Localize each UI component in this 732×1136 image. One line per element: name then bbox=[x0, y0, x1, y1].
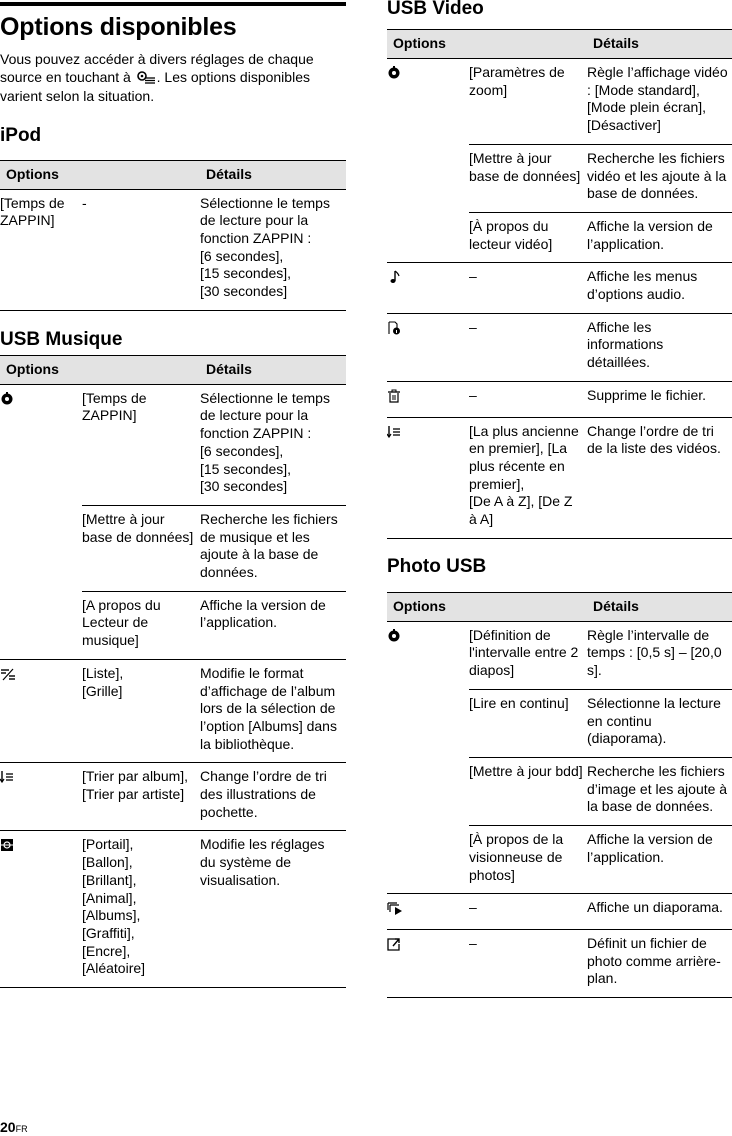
option-value: – bbox=[469, 313, 587, 381]
option-icon-cell bbox=[0, 763, 82, 831]
section-title-usb-video: USB Video bbox=[387, 0, 484, 19]
section-title-ipod: iPod bbox=[0, 124, 42, 146]
option-icon-cell bbox=[0, 831, 82, 988]
info-icon bbox=[387, 321, 401, 335]
left-column bbox=[0, 0, 346, 988]
right-column bbox=[387, 0, 732, 998]
visualizer-icon bbox=[0, 838, 14, 852]
option-value: – bbox=[469, 381, 587, 417]
table-row bbox=[0, 189, 346, 310]
header-options: Options bbox=[0, 355, 200, 384]
section-title-usb-photo: Photo USB bbox=[387, 555, 487, 577]
table-row bbox=[387, 59, 732, 145]
header-options: Options bbox=[0, 160, 200, 189]
option-value: - bbox=[82, 189, 200, 310]
table-header bbox=[0, 355, 346, 384]
option-value: [Lire en continu] bbox=[469, 689, 587, 757]
intro-after: . Les options disponibles varient selon la situation. bbox=[0, 68, 310, 104]
music-note-icon bbox=[387, 270, 401, 284]
options-menu-icon bbox=[136, 70, 156, 89]
option-value: [Paramètres de zoom] bbox=[469, 59, 587, 145]
page-number-value: 20 bbox=[0, 1119, 16, 1135]
sort-icon bbox=[0, 770, 14, 784]
table-row bbox=[387, 381, 732, 417]
option-detail: Affiche la version de l’application. bbox=[587, 826, 732, 894]
table-row bbox=[387, 621, 732, 689]
option-detail: Règle l’intervalle de temps : [0,5 s] – [20,0 s]. bbox=[587, 621, 732, 689]
table-header bbox=[387, 592, 732, 621]
usb-video-table bbox=[387, 29, 732, 539]
table-header bbox=[0, 160, 346, 189]
slideshow-icon bbox=[387, 901, 401, 915]
header-details: Détails bbox=[587, 592, 732, 621]
table-row bbox=[387, 894, 732, 930]
option-icon-cell bbox=[387, 263, 469, 313]
option-detail: Modifie le format d’affichage de l’album lors de la sélection de l’option [Albums] dans la bibliothèque. bbox=[200, 659, 346, 763]
header-details: Détails bbox=[200, 355, 346, 384]
intro-text bbox=[0, 51, 346, 106]
section-title-usb-music: USB Musique bbox=[0, 328, 123, 350]
option-detail: Change l’ordre de tri de la liste des vidéos. bbox=[587, 417, 732, 538]
option-value: [A propos du Lecteur de musique] bbox=[82, 591, 200, 659]
option-detail: Recherche les fichiers d’image et les ajoute à la base de données. bbox=[587, 757, 732, 825]
header-options: Options bbox=[387, 592, 587, 621]
option-value: – bbox=[469, 929, 587, 997]
option-detail: Modifie les réglages du système de visualisation. bbox=[200, 831, 346, 988]
trash-icon bbox=[387, 389, 401, 403]
option-detail: Sélectionne le temps de lecture pour la fonction ZAPPIN : [6 secondes], [15 secondes], [30 secondes] bbox=[200, 384, 346, 505]
header-options: Options bbox=[387, 30, 587, 59]
wallpaper-icon bbox=[387, 937, 401, 951]
view-format-icon bbox=[0, 667, 14, 681]
option-value: [À propos du lecteur vidéo] bbox=[469, 212, 587, 262]
header-details: Détails bbox=[200, 160, 346, 189]
sort-icon bbox=[387, 425, 401, 439]
option-icon-cell bbox=[387, 929, 469, 997]
option-detail: Affiche les menus d’options audio. bbox=[587, 263, 732, 313]
option-name: [Temps de ZAPPIN] bbox=[0, 189, 82, 310]
option-detail: Sélectionne le temps de lecture pour la fonction ZAPPIN : [6 secondes], [15 secondes], [30 secondes] bbox=[200, 189, 346, 310]
option-value: [Liste], [Grille] bbox=[82, 659, 200, 763]
option-detail: Affiche la version de l’application. bbox=[200, 591, 346, 659]
option-detail: Sélectionne la lecture en continu (diaporama). bbox=[587, 689, 732, 757]
option-icon-cell bbox=[0, 659, 82, 763]
settings-icon bbox=[387, 66, 401, 80]
option-value: [La plus ancienne en premier], [La plus récente en premier], [De A à Z], [De Z à A] bbox=[469, 417, 587, 538]
option-icon-cell bbox=[387, 59, 469, 263]
option-value: [Temps de ZAPPIN] bbox=[82, 384, 200, 505]
option-detail: Affiche les informations détaillées. bbox=[587, 313, 732, 381]
usb-music-table bbox=[0, 355, 346, 988]
option-value: [Mettre à jour base de données] bbox=[82, 505, 200, 591]
option-icon-cell bbox=[387, 381, 469, 417]
option-icon-cell bbox=[387, 417, 469, 538]
option-detail: Recherche les fichiers de musique et les ajoute à la base de données. bbox=[200, 505, 346, 591]
table-row bbox=[387, 417, 732, 538]
settings-icon bbox=[387, 629, 401, 643]
option-value: [Trier par album], [Trier par artiste] bbox=[82, 763, 200, 831]
page-title: Options disponibles bbox=[0, 13, 237, 41]
option-detail: Affiche la version de l’application. bbox=[587, 212, 732, 262]
table-row bbox=[0, 763, 346, 831]
table-row bbox=[387, 263, 732, 313]
option-icon-cell bbox=[387, 621, 469, 893]
intro-before: Vous pouvez accéder à divers réglages de chaque source en touchant à bbox=[0, 51, 314, 85]
option-value: [Portail], [Ballon], [Brillant], [Animal], [Albums], [Graffiti], [Encre], [Aléatoire] bbox=[82, 831, 200, 988]
option-value: – bbox=[469, 263, 587, 313]
table-header bbox=[387, 30, 732, 59]
table-row bbox=[0, 831, 346, 988]
page-language: FR bbox=[15, 1124, 28, 1134]
option-value: [Mettre à jour bdd] bbox=[469, 757, 587, 825]
option-value: [Définition de l'intervalle entre 2 diapos] bbox=[469, 621, 587, 689]
ipod-table bbox=[0, 160, 346, 311]
table-row bbox=[387, 313, 732, 381]
table-row bbox=[387, 929, 732, 997]
option-value: [Mettre à jour base de données] bbox=[469, 144, 587, 212]
option-icon-cell bbox=[0, 384, 82, 659]
table-row bbox=[0, 384, 346, 505]
option-value: – bbox=[469, 894, 587, 930]
option-icon-cell bbox=[387, 894, 469, 930]
option-detail: Recherche les fichiers vidéo et les ajoute à la base de données. bbox=[587, 144, 732, 212]
option-icon-cell bbox=[387, 313, 469, 381]
option-value: [À propos de la visionneuse de photos] bbox=[469, 826, 587, 894]
option-detail: Supprime le fichier. bbox=[587, 381, 732, 417]
option-detail: Change l’ordre de tri des illustrations de pochette. bbox=[200, 763, 346, 831]
settings-icon bbox=[0, 392, 14, 406]
page-number bbox=[0, 1119, 28, 1135]
top-rule bbox=[0, 2, 346, 6]
option-detail: Règle l’affichage vidéo : [Mode standard], [Mode plein écran], [Désactiver] bbox=[587, 59, 732, 145]
option-detail: Affiche un diaporama. bbox=[587, 894, 732, 930]
option-detail: Définit un fichier de photo comme arrière-plan. bbox=[587, 929, 732, 997]
table-row bbox=[0, 659, 346, 763]
usb-photo-table bbox=[387, 592, 732, 998]
header-details: Détails bbox=[587, 30, 732, 59]
